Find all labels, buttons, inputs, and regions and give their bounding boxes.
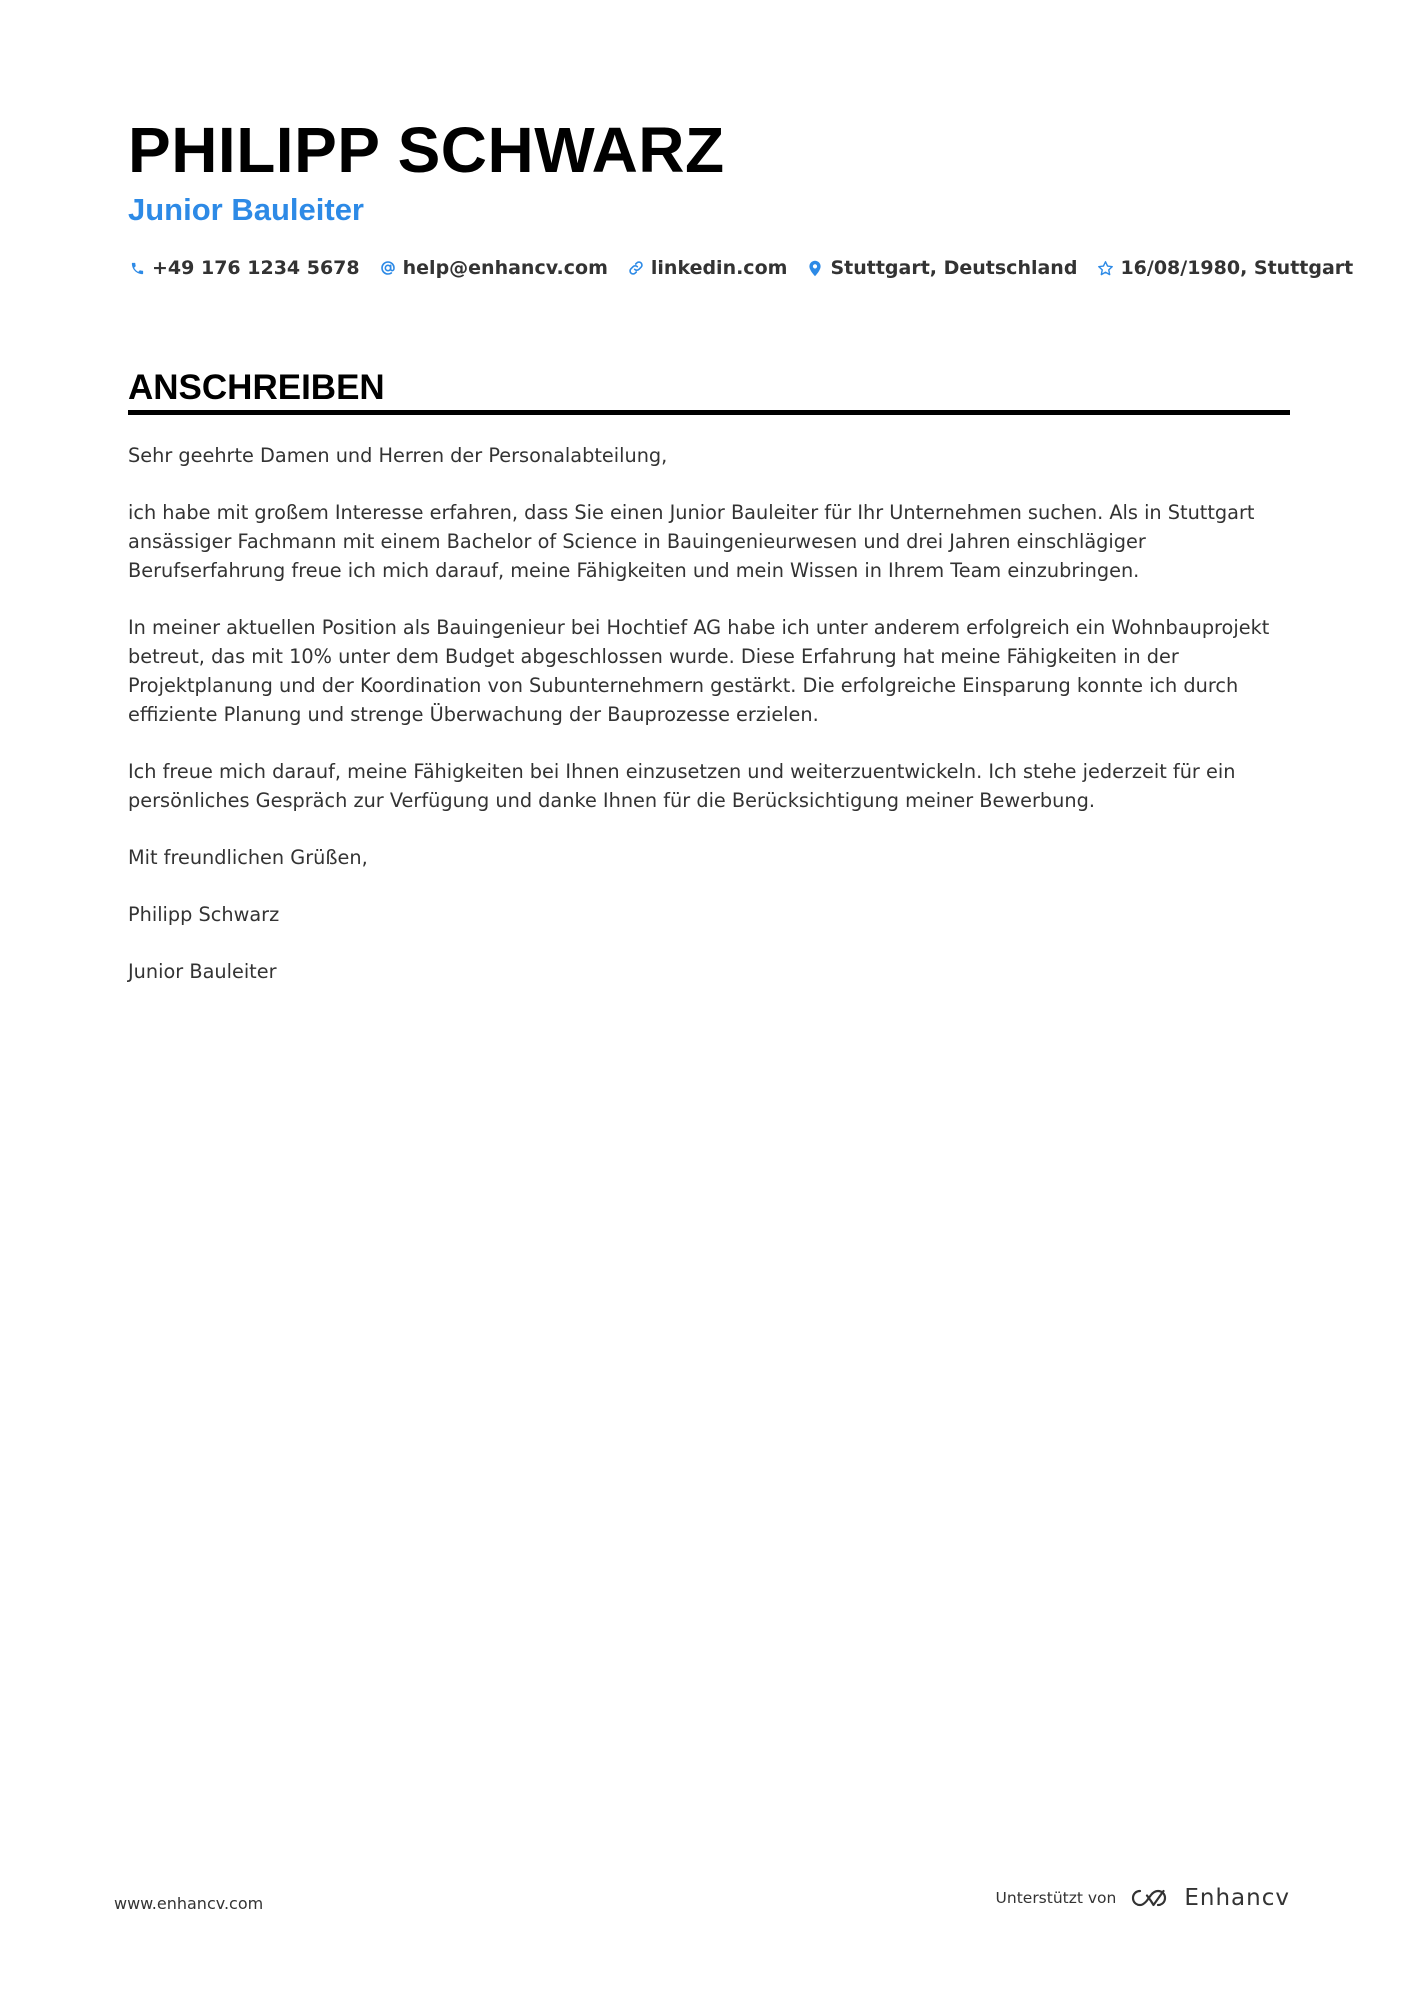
section-divider	[128, 410, 1290, 415]
contact-email-text: help@enhancv.com	[402, 257, 608, 279]
phone-icon	[128, 259, 146, 277]
section-title: ANSCHREIBEN	[128, 368, 385, 407]
link-icon	[627, 259, 645, 277]
footer-url: www.enhancv.com	[114, 1894, 264, 1913]
signature-title: Junior Bauleiter	[128, 960, 277, 983]
star-icon	[1096, 259, 1114, 277]
contact-email	[379, 254, 608, 282]
letter-body	[128, 441, 1290, 1014]
powered-by-text: Unterstützt von	[995, 1889, 1117, 1907]
applicant-name: PHILIPP SCHWARZ	[128, 114, 725, 186]
contact-location	[806, 254, 1077, 282]
letter-salutation: Sehr geehrte Damen und Herren der Personalabteilung,	[128, 444, 668, 467]
contact-birth	[1096, 254, 1353, 282]
signature-name: Philipp Schwarz	[128, 903, 280, 926]
contact-bar	[128, 254, 1353, 282]
location-pin-icon	[806, 259, 824, 277]
contact-phone	[128, 254, 360, 282]
contact-location-text: Stuttgart, Deutschland	[830, 257, 1078, 279]
enhancv-logo-icon	[1128, 1886, 1174, 1910]
contact-linkedin	[627, 254, 788, 282]
contact-phone-text: +49 176 1234 5678	[152, 257, 360, 279]
letter-paragraph: In meiner aktuellen Position als Bauingenieur bei Hochtief AG habe ich unter anderem erfolgreich ein Wohnbauprojekt betreut, das mit 10% unter dem Budget abgeschlossen wurde. Diese Erfahrung hat meine Fähigkeiten in der Projektplanung und der Koordination von Subunternehmern gestärkt. Die erfolgreiche Einsparung konnte ich durch effiziente Planung und strenge Überwachung der Bauprozesse erzielen.	[128, 616, 1270, 726]
letter-closing: Mit freundlichen Grüßen,	[128, 846, 368, 869]
applicant-role: Junior Bauleiter	[128, 192, 364, 227]
letter-paragraph: ich habe mit großem Interesse erfahren, dass Sie einen Junior Bauleiter für Ihr Unternehmen suchen. Als in Stuttgart ansässiger Fachmann mit einem Bachelor of Science in Bauingenieurwesen und drei Jahren einschlägiger Berufserfahrung freue ich mich darauf, meine Fähigkeiten und mein Wissen in Ihrem Team einzubringen.	[128, 501, 1255, 582]
footer-brand	[996, 1885, 1290, 1911]
contact-linkedin-text: linkedin.com	[650, 257, 788, 279]
letter-paragraph: Ich freue mich darauf, meine Fähigkeiten bei Ihnen einzusetzen und weiterzuentwickeln. Ich stehe jederzeit für ein persönliches Gespräch zur Verfügung und danke Ihnen für die Berücksichtigung meiner Bewerbung.	[128, 760, 1236, 812]
contact-birth-text: 16/08/1980, Stuttgart	[1120, 257, 1354, 279]
at-icon	[379, 259, 397, 277]
brand-name: Enhancv	[1184, 1885, 1290, 1911]
